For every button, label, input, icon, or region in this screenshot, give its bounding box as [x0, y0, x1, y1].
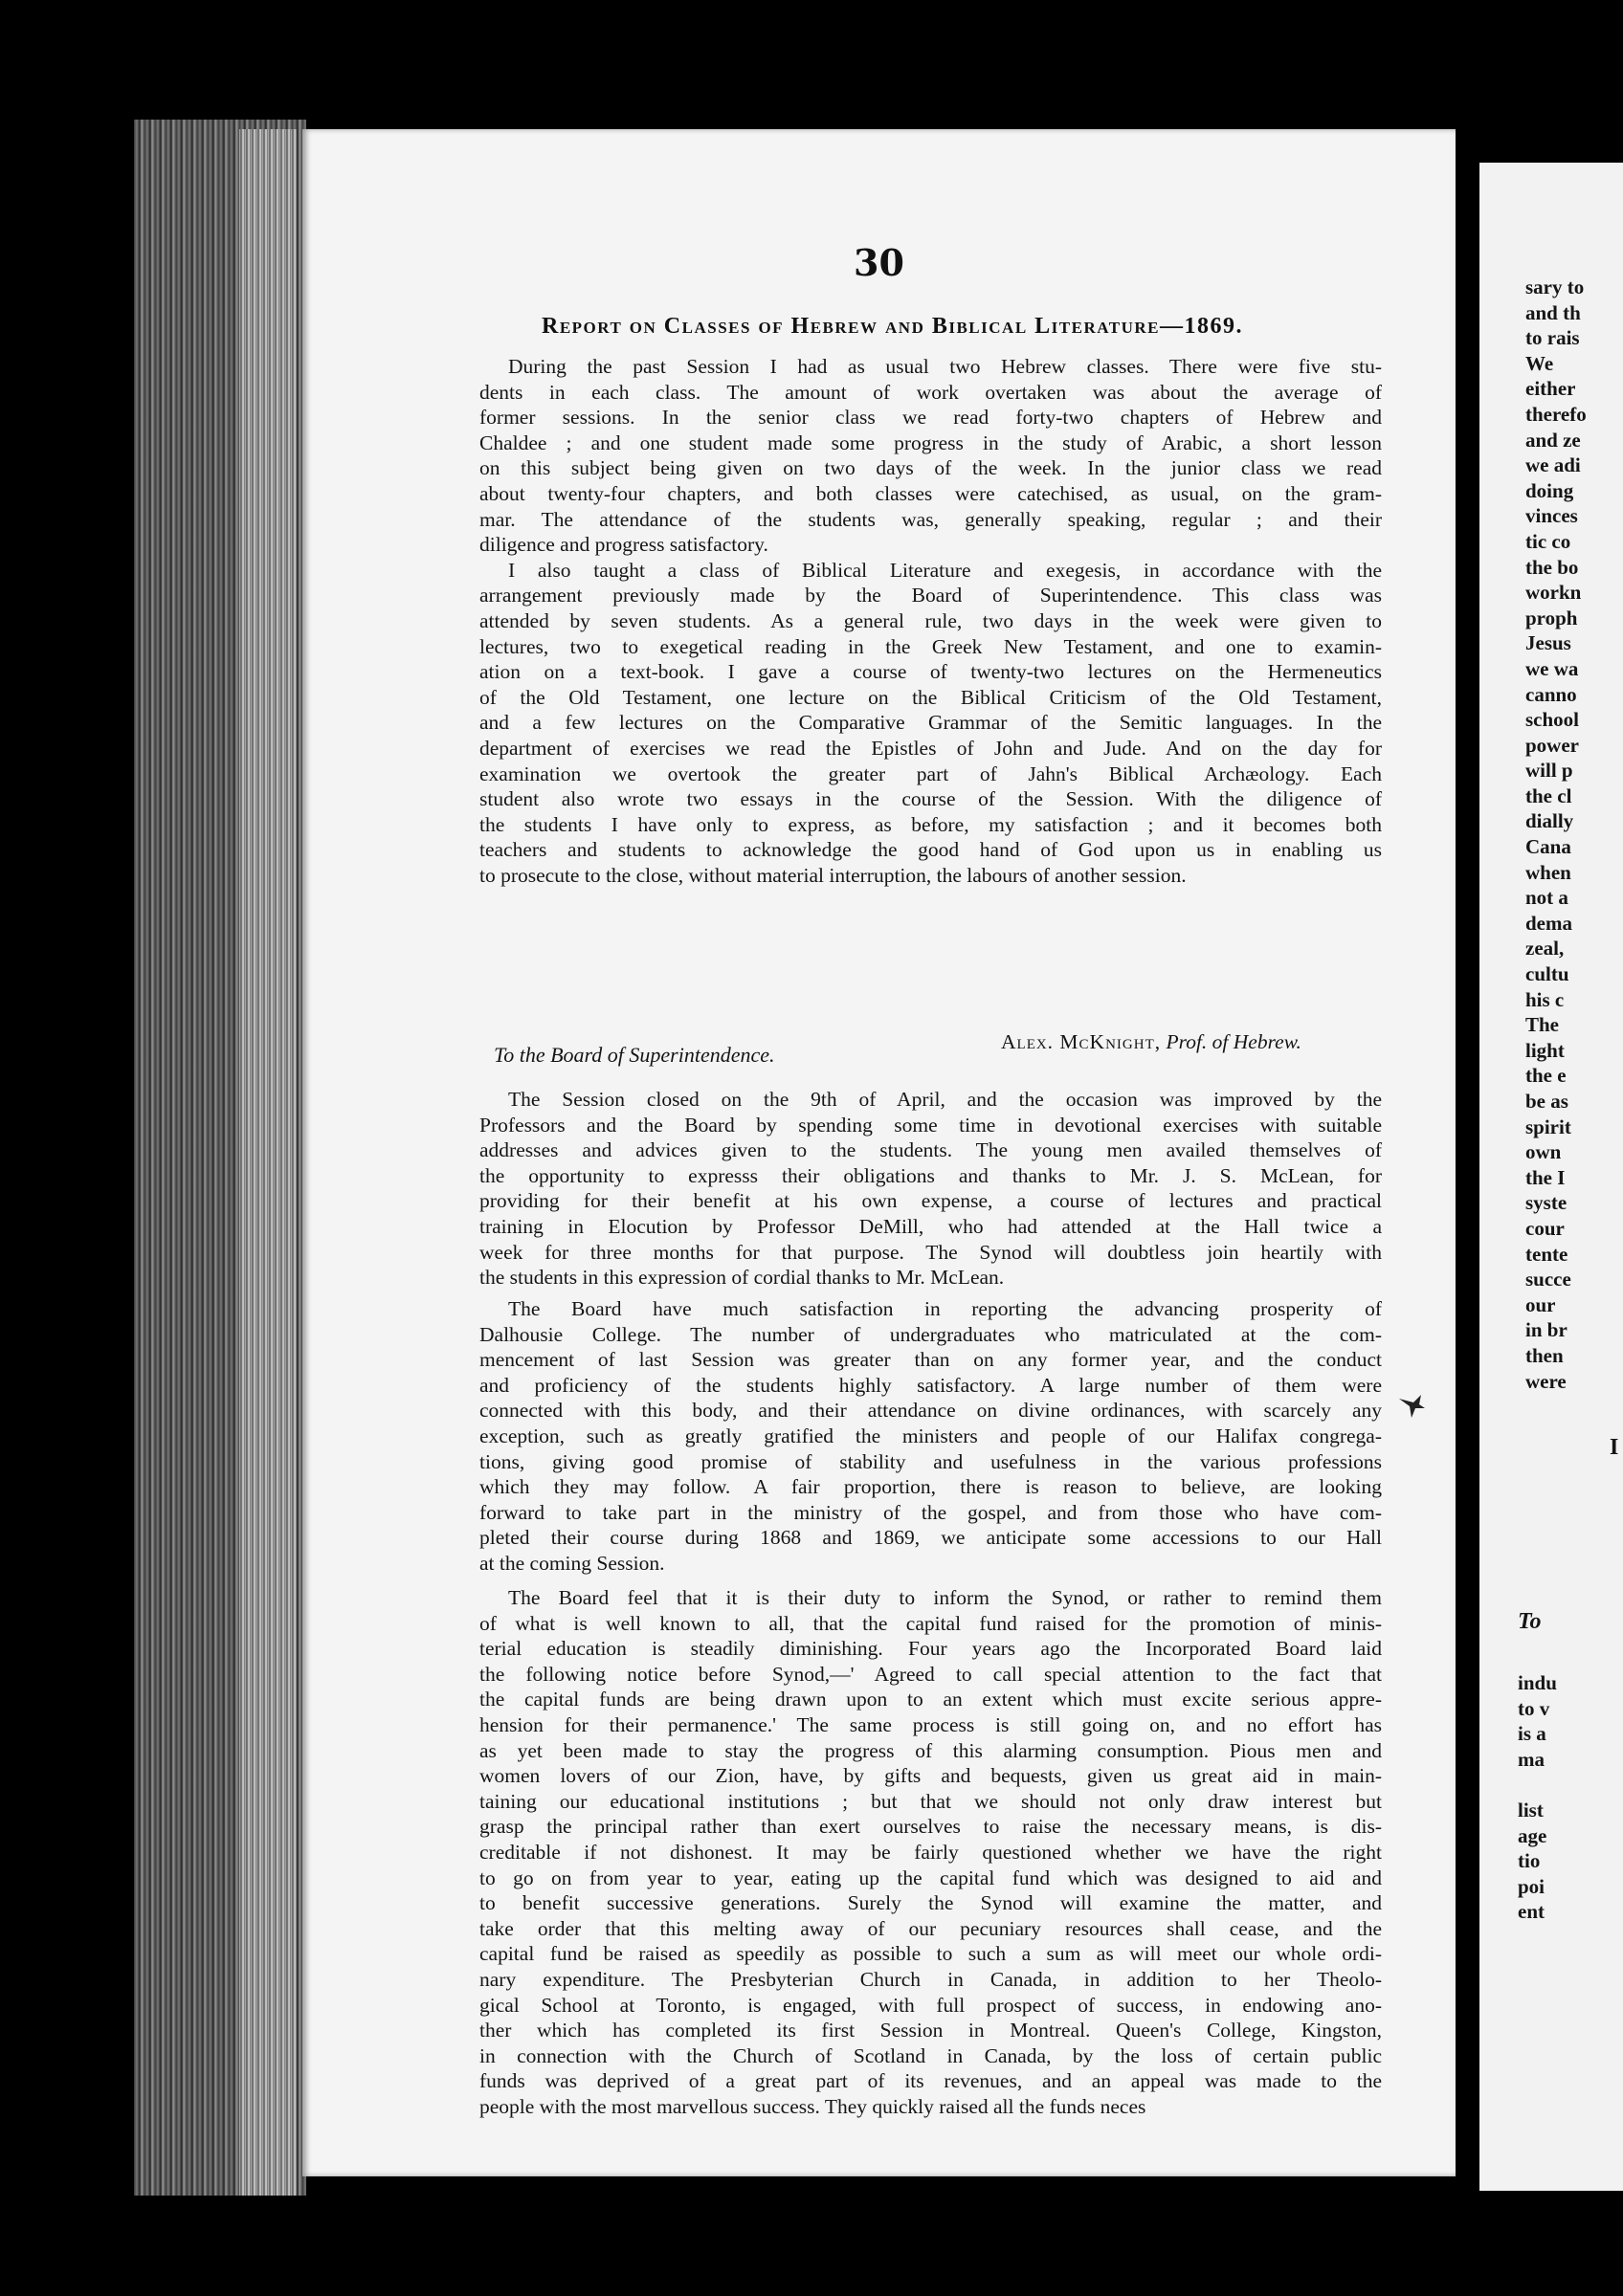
adjacent-text-line: to rais [1525, 326, 1580, 350]
adjacent-text-line: the I [1525, 1165, 1566, 1189]
adjacent-page-italic-to: To [1518, 1609, 1542, 1634]
adjacent-text-line: we adi [1525, 453, 1581, 477]
adjacent-text-line: then [1525, 1343, 1564, 1367]
adjacent-text-line: and ze [1525, 428, 1581, 452]
adjacent-text-line: be as [1525, 1090, 1568, 1113]
text-line: grasp the principal rather than exert ourselves to raise the necessary means, is dis- [479, 1815, 1382, 1839]
adjacent-text-line: doing [1525, 478, 1574, 502]
adjacent-text-line: poi [1518, 1874, 1545, 1898]
text-line: During the past Session I had as usual two Hebrew classes. There were five stu- [508, 355, 1382, 378]
report-title: Report on Classes of Hebrew and Biblical Literature—1869. [542, 314, 1243, 339]
adjacent-text-line: age [1518, 1823, 1547, 1847]
text-line: the opportunity to expresss their obligations and thanks to Mr. J. S. McLean, for [479, 1163, 1382, 1187]
text-line: forward to take part in the ministry of the gospel, and from those who have com- [479, 1500, 1382, 1524]
adjacent-text-line: cour [1525, 1216, 1565, 1240]
text-line: I also taught a class of Biblical Literature and exegesis, in accordance with the [508, 558, 1382, 582]
text-line: diligence and progress satisfactory. [479, 533, 768, 557]
adjacent-text-line: school [1525, 708, 1580, 732]
text-line: about twenty-four chapters, and both classes were catechised, as usual, on the gram- [479, 481, 1382, 505]
adjacent-text-line: succe [1525, 1268, 1571, 1292]
adjacent-page-text-top [1525, 275, 1587, 1394]
text-line: hension for their permanence.' The same process is still going on, and no effort has [479, 1712, 1382, 1736]
text-line: capital fund be raised as speedily as possible to such a sum as will meet our whole ordi- [479, 1942, 1382, 1966]
adjacent-page-mark: I [1610, 1435, 1619, 1460]
adjacent-text-line: either [1525, 377, 1576, 401]
text-line: Dalhousie College. The number of undergraduates who matriculated at the com- [479, 1322, 1382, 1346]
text-line: mencement of last Session was greater than on any former year, and the conduct [479, 1348, 1382, 1372]
text-line: ther which has completed its first Session in Montreal. Queen's College, Kingston, [479, 2019, 1382, 2042]
text-line: and proficiency of the students highly satisfactory. A large number of them were [479, 1373, 1382, 1397]
text-line: ation on a text-book. I gave a course of twenty-two lectures on the Hermeneutics [479, 660, 1382, 684]
adjacent-text-line: We [1525, 351, 1554, 375]
text-line: exception, such as greatly gratified the ministers and people of our Halifax congrega- [479, 1424, 1382, 1447]
text-line: mar. The attendance of the students was, generally speaking, regular ; and their [479, 507, 1382, 531]
text-line: the following notice before Synod,—' Agreed to call special attention to the fact that [479, 1662, 1382, 1686]
text-line: The Board have much satisfaction in reporting the advancing prosperity of [508, 1297, 1382, 1320]
text-line: as yet been made to stay the progress of this alarming consumption. Pious men and [479, 1738, 1382, 1762]
text-line: take order that this melting away of our pecuniary resources shall cease, and the [479, 1916, 1382, 1940]
adjacent-text-line: we wa [1525, 656, 1579, 680]
adjacent-text-line: is a [1518, 1722, 1546, 1746]
adjacent-text-line: syste [1525, 1191, 1567, 1215]
adjacent-text-line: canno [1525, 682, 1577, 706]
text-line: attended by seven students. As a general rule, two days in the week were given to [479, 608, 1382, 632]
text-line: on this subject being given on two days of the week. In the junior class we read [479, 456, 1382, 480]
text-line: Professors and the Board by spending some time in devotional exercises with suitable [479, 1113, 1382, 1137]
adjacent-text-line: dema [1525, 911, 1572, 935]
adjacent-text-line: to v [1518, 1696, 1550, 1720]
adjacent-text-line: workn [1525, 581, 1582, 605]
adjacent-text-line: the cl [1525, 784, 1572, 807]
text-line: taining our educational institutions ; but that we should not only draw interest but [479, 1789, 1382, 1813]
text-line: to benefit successive generations. Surely the Synod will examine the matter, and [479, 1891, 1382, 1915]
adjacent-text-line: light [1525, 1038, 1565, 1062]
text-line: people with the most marvellous success. They quickly raised all the funds neces [479, 2094, 1146, 2118]
text-line: examination we overtook the greater part of Jahn's Biblical Archæology. Each [479, 762, 1382, 785]
adjacent-text-line: spirit [1525, 1115, 1571, 1138]
adjacent-text-line [1518, 1772, 1557, 1798]
adjacent-text-line: cultu [1525, 962, 1569, 986]
text-line: of the Old Testament, one lecture on the Biblical Criticism of the Old Testament, [479, 685, 1382, 709]
adjacent-text-line: tic co [1525, 529, 1571, 553]
text-line: terial education is steadily diminishing. Four years ago the Incorporated Board laid [479, 1637, 1382, 1661]
adjacent-text-line: his c [1525, 987, 1565, 1011]
adjacent-text-line: the e [1525, 1064, 1567, 1088]
adjacent-text-line: ma [1518, 1747, 1545, 1771]
scanned-page [302, 129, 1456, 2176]
text-line: dents in each class. The amount of work overtaken was about the average of [479, 380, 1382, 404]
text-line: The Board feel that it is their duty to inform the Synod, or rather to remind them [508, 1586, 1382, 1609]
text-line: former sessions. In the senior class we read forty-two chapters of Hebrew and [479, 406, 1382, 430]
adjacent-text-line: and th [1525, 300, 1581, 324]
text-line: addresses and advices given to the students. The young men availed themselves of [479, 1138, 1382, 1162]
adjacent-text-line: will p [1525, 759, 1573, 783]
text-line: providing for their benefit at his own expense, a course of lectures and practical [479, 1189, 1382, 1213]
text-line: to prosecute to the close, without material interruption, the labours of another session. [479, 863, 1187, 887]
adjacent-page-text-bottom [1518, 1670, 1557, 1925]
adjacent-text-line: Jesus [1525, 631, 1571, 655]
adjacent-text-line: in br [1525, 1318, 1567, 1342]
adjacent-text-line: therefo [1525, 402, 1587, 426]
text-line: pleted their course during 1868 and 1869, we anticipate some accessions to our Hall [479, 1526, 1382, 1550]
text-line: week for three months for that purpose. The Synod will doubtless join heartily with [479, 1240, 1382, 1264]
adjacent-text-line: tio [1518, 1849, 1541, 1873]
section-hebrew-report [479, 354, 1382, 888]
adjacent-text-line: vinces [1525, 504, 1578, 528]
text-line: training in Elocution by Professor DeMill, who had attended at the Hall twice a [479, 1214, 1382, 1238]
addressee: To the Board of Superintendence. [494, 1043, 775, 1067]
adjacent-text-line: when [1525, 860, 1571, 884]
adjacent-text-line: power [1525, 733, 1579, 757]
text-line: department of exercises we read the Epistles of John and Jude. And on the day for [479, 736, 1382, 760]
text-line: teachers and students to acknowledge the good hand of God upon us in enabling us [479, 838, 1382, 862]
text-line: The Session closed on the 9th of April, and the occasion was improved by the [508, 1088, 1382, 1111]
hand-pointer-mark [1396, 1387, 1425, 1422]
text-line: lectures, two to exegetical reading in the Greek New Testament, and one to examin- [479, 634, 1382, 658]
adjacent-text-line: own [1525, 1140, 1562, 1164]
signature-name: Alex. McKnight, [1001, 1030, 1162, 1053]
book-page-edges-inner [239, 129, 297, 2196]
adjacent-text-line: dially [1525, 809, 1574, 833]
text-line: the students in this expression of cordial thanks to Mr. McLean. [479, 1266, 1005, 1290]
adjacent-text-line: Cana [1525, 835, 1571, 859]
text-line: of what is well known to all, that the capital fund raised for the promotion of minis- [479, 1611, 1382, 1635]
text-line: to go on from year to year, eating up the capital fund which was designed to aid and [479, 1866, 1382, 1889]
adjacent-text-line: were [1525, 1369, 1567, 1393]
text-line: nary expenditure. The Presbyterian Church in Canada, in addition to her Theolo- [479, 1967, 1382, 1991]
adjacent-text-line: ent [1518, 1900, 1545, 1924]
text-line: arrangement previously made by the Board of Superintendence. This class was [479, 584, 1382, 607]
adjacent-text-line: our [1525, 1292, 1556, 1316]
signature-title: Prof. of Hebrew. [1166, 1030, 1301, 1053]
adjacent-page [1479, 163, 1623, 2191]
text-line: at the coming Session. [479, 1551, 665, 1575]
adjacent-text-line: zeal, [1525, 937, 1565, 960]
text-line: women lovers of our Zion, have, by gifts and bequests, given us great aid in main- [479, 1764, 1382, 1788]
text-line: tions, giving good promise of stability and usefulness in the various professions [479, 1449, 1382, 1473]
text-line: and a few lectures on the Comparative Grammar of the Semitic languages. In the [479, 711, 1382, 735]
text-line: the capital funds are being drawn upon to an extent which must excite serious appre- [479, 1688, 1382, 1711]
text-line: connected with this body, and their attendance on divine ordinances, with scarcely any [479, 1399, 1382, 1423]
adjacent-text-line: The [1525, 1013, 1560, 1037]
text-line: gical School at Toronto, is engaged, with full prospect of success, in endowing ano- [479, 1993, 1382, 2017]
text-line: in connection with the Church of Scotland in Canada, by the loss of certain public [479, 2043, 1382, 2067]
text-line: Chaldee ; and one student made some progress in the study of Arabic, a short lesson [479, 430, 1382, 454]
adjacent-text-line: the bo [1525, 555, 1579, 579]
text-line: student also wrote two essays in the course of the Session. With the diligence of [479, 787, 1382, 811]
adjacent-text-line: tente [1525, 1242, 1568, 1266]
section-dalhousie-college [479, 1296, 1382, 1577]
text-line: the students I have only to express, as before, my satisfaction ; and it becomes both [479, 812, 1382, 836]
text-line: creditable if not dishonest. It may be fairly questioned whether we have the right [479, 1840, 1382, 1864]
text-line: funds was deprived of a great part of its revenues, and an appeal was made to the [479, 2069, 1382, 2093]
text-line: which they may follow. A fair proportion, there is reason to believe, are looking [479, 1475, 1382, 1499]
adjacent-text-line: indu [1518, 1671, 1557, 1694]
signature [1001, 1030, 1403, 1054]
page-number: 30 [854, 241, 904, 284]
section-capital-fund [479, 1585, 1382, 2119]
adjacent-text-line: proph [1525, 606, 1578, 629]
adjacent-text-line: sary to [1525, 276, 1585, 298]
adjacent-text-line: not a [1525, 886, 1568, 910]
section-session-closing [479, 1087, 1382, 1291]
adjacent-text-line: list [1518, 1798, 1544, 1821]
